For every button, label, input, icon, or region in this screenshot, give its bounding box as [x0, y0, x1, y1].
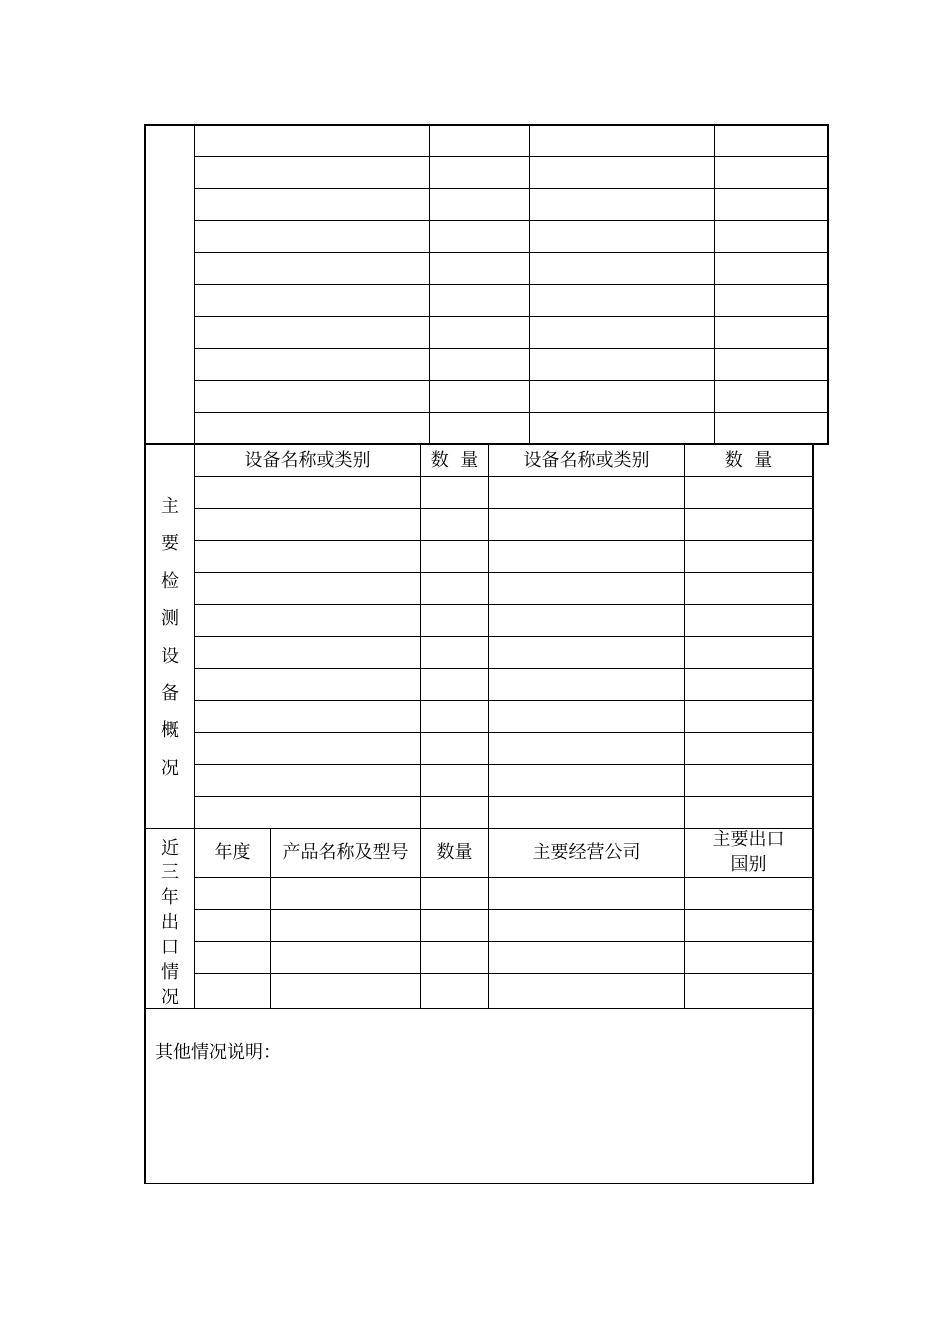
equipment-name-header: 设备名称或类别 [244, 450, 371, 471]
product-model-header: 产品名称及型号 [282, 842, 409, 863]
export-label-char: 况 [161, 987, 179, 1008]
export-label-char: 情 [161, 962, 179, 983]
equipment-quantity-header: 数 量 [724, 450, 773, 471]
equipment-name-header: 设备名称或类别 [523, 450, 650, 471]
main-export-country-header-line1: 主要出口 [712, 829, 785, 850]
equipment-label-char: 主 [161, 496, 179, 517]
export-label-char: 近 [161, 838, 179, 859]
export-label-char: 年 [161, 887, 179, 908]
equipment-label-char: 备 [161, 683, 179, 704]
other-notes-label: 其他情况说明： [155, 1042, 281, 1063]
equipment-label-char: 况 [161, 758, 179, 779]
year-header: 年度 [214, 842, 251, 863]
other-notes-area[interactable] [148, 1068, 810, 1180]
equipment-label-char: 要 [161, 533, 179, 554]
equipment-label-char: 检 [161, 571, 179, 592]
main-trading-company-header: 主要经营公司 [532, 842, 641, 863]
export-label-char: 口 [161, 937, 179, 958]
equipment-label-char: 测 [161, 608, 179, 629]
export-label-char: 出 [161, 912, 179, 933]
main-export-country-header-line2: 国别 [730, 854, 767, 875]
equipment-label-char: 设 [161, 646, 179, 667]
export-label-char: 三 [161, 862, 179, 883]
export-quantity-header: 数量 [436, 842, 473, 863]
equipment-label-char: 概 [161, 720, 179, 741]
equipment-quantity-header: 数 量 [430, 450, 479, 471]
